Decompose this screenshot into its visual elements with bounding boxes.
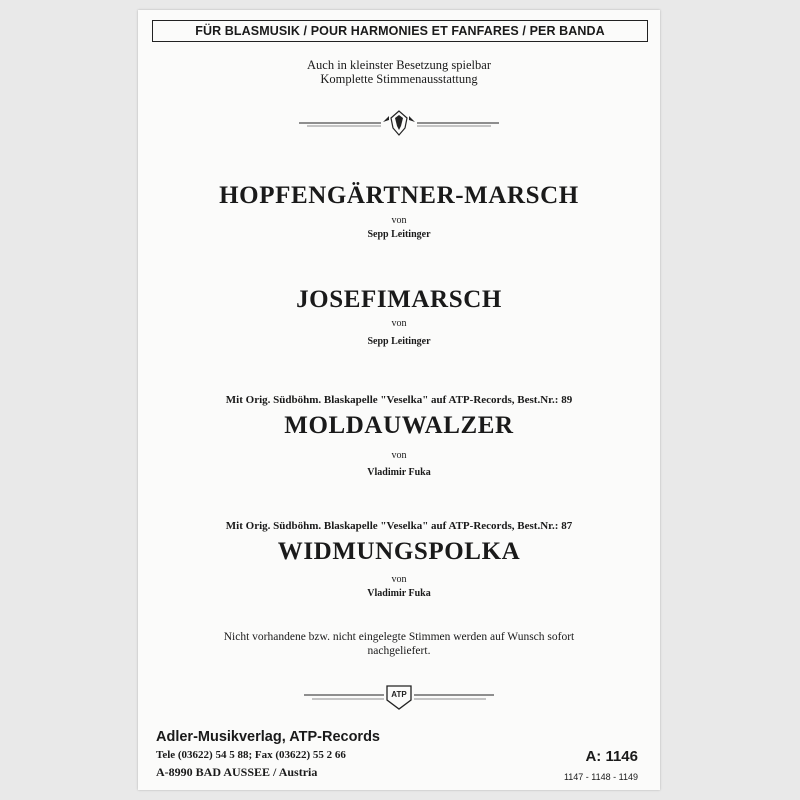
article-number: A: 1146 (585, 748, 638, 765)
atp-emblem-text: ATP (391, 690, 407, 699)
publisher-address: A-8990 BAD AUSSEE / Austria (156, 765, 318, 779)
piece-composer-1: Sepp Leitinger (367, 229, 431, 240)
genre-banner: FÜR BLASMUSIK / POUR HARMONIES ET FANFARES / PER BANDA (152, 20, 648, 42)
publisher-phone: Tele (03622) 54 5 88; Fax (03622) 55 2 66 (156, 749, 346, 761)
supply-note-line-2: nachgeliefert. (367, 645, 431, 657)
eagle-emblem-icon (299, 108, 499, 138)
atp-emblem-icon (304, 682, 494, 712)
publisher-name: Adler-Musikverlag, ATP-Records (156, 729, 380, 745)
piece-von-1: von (391, 215, 407, 226)
related-article-numbers: 1147 - 1148 - 1149 (563, 772, 638, 782)
piece-title-3: MOLDAUWALZER (284, 412, 514, 439)
piece-title-4: WIDMUNGSPOLKA (277, 538, 521, 565)
piece-title-2: JOSEFIMARSCH (296, 286, 502, 313)
top-ornament (138, 108, 660, 138)
piece-von-4: von (391, 574, 407, 585)
piece-von-3: von (391, 450, 407, 461)
bottom-ornament (138, 682, 660, 712)
piece-von-2: von (391, 318, 407, 329)
playability-note: Auch in kleinster Besetzung spielbar (307, 58, 491, 72)
parts-note: Komplette Stimmenausstattung (320, 72, 478, 86)
piece-composer-2: Sepp Leitinger (367, 336, 431, 347)
piece-composer-4: Vladimir Fuka (367, 588, 431, 599)
piece-composer-3: Vladimir Fuka (367, 467, 431, 478)
piece-record-note-4: Mit Orig. Südböhm. Blaskapelle "Veselka" auf ATP-Records, Best.Nr.: 87 (225, 520, 573, 532)
piece-title-1: HOPFENGÄRTNER-MARSCH (219, 182, 579, 209)
piece-record-note-3: Mit Orig. Südböhm. Blaskapelle "Veselka" auf ATP-Records, Best.Nr.: 89 (225, 394, 573, 406)
score-cover-page (138, 10, 660, 790)
supply-note-line-1: Nicht vorhandene bzw. nicht eingelegte Stimmen werden auf Wunsch sofort (223, 631, 575, 643)
